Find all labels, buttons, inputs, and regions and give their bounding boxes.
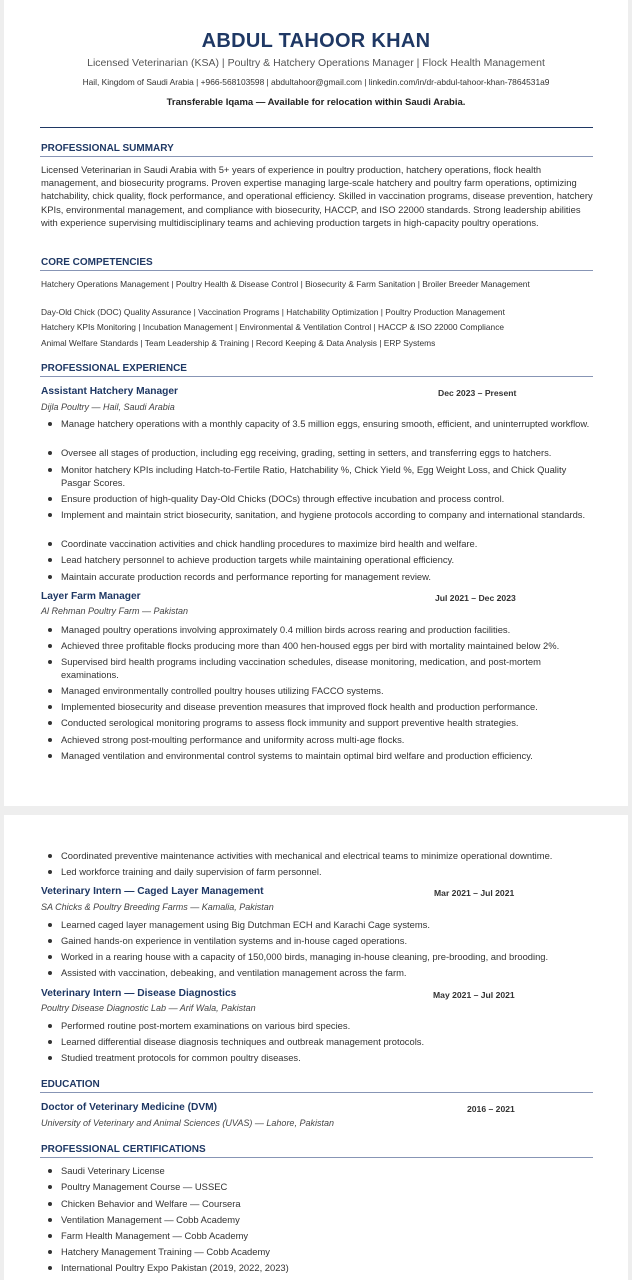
job-bullet: Oversee all stages of production, including egg receiving, grading, setting in setters, and transferring eggs to hatchers.	[61, 447, 552, 458]
bullet-dot	[48, 1202, 52, 1206]
job-dates: May 2021 – Jul 2021	[433, 990, 515, 1000]
job-bullet: Studied treatment protocols for common poultry diseases.	[61, 1052, 301, 1063]
bullet-dot	[48, 451, 52, 455]
job-bullet: Assisted with vaccination, debeaking, and ventilation management across the farm.	[61, 967, 407, 978]
job-bullet: Monitor hatchery KPIs including Hatch-to-Fertile Ratio, Hatchability %, Chick Yield %, Egg Weight Loss, and Chick Quality Pasgar Scores.	[61, 464, 567, 488]
job-bullet: Manage hatchery operations with a monthly capacity of 3.5 million eggs, ensuring smooth, efficient, and uninterrupted workflow.	[61, 418, 590, 429]
professional-subtitle: Licensed Veterinarian (KSA) | Poultry & Hatchery Operations Manager | Flock Health Management	[87, 57, 545, 69]
job-bullet: Implemented biosecurity and disease prevention measures that improved flock health and production performance.	[61, 701, 538, 712]
certification-item: Ventilation Management — Cobb Academy	[61, 1214, 240, 1225]
job-bullet: Achieved three profitable flocks producing more than 400 hen-housed eggs per bird with mortality maintained below 2%.	[61, 640, 560, 651]
job-title: Assistant Hatchery Manager	[41, 386, 179, 397]
certifications-heading: PROFESSIONAL CERTIFICATIONS	[41, 1144, 206, 1155]
experience-heading: PROFESSIONAL EXPERIENCE	[41, 363, 187, 374]
certification-item: International Poultry Expo Pakistan (2019, 2022, 2023)	[61, 1262, 289, 1273]
job-title: Layer Farm Manager	[41, 591, 141, 602]
job-bullet: Ensure production of high-quality Day-Old Chicks (DOCs) through effective incubation and process control.	[61, 493, 505, 504]
competencies-heading: CORE COMPETENCIES	[41, 257, 153, 268]
job-bullet: Learned differential disease diagnosis techniques and outbreak management protocols.	[61, 1036, 425, 1047]
job-dates: Dec 2023 – Present	[438, 388, 517, 398]
header-divider	[40, 127, 593, 128]
job-title: Veterinary Intern — Caged Layer Management	[41, 886, 264, 897]
job-bullet: Supervised bird health programs including vaccination schedules, disease monitoring, medication, and post-mortem examinations.	[61, 656, 541, 680]
bullet-dot	[48, 705, 52, 709]
bullet-dot	[48, 1266, 52, 1270]
contact-line: Hail, Kingdom of Saudi Arabia | +966-568103598 | abdultahoor@gmail.com | linkedin.com/in/dr-abdul-tahoor-khan-7864531a9	[82, 77, 550, 87]
job-organization: Dijla Poultry — Hail, Saudi Arabia	[41, 402, 175, 412]
bullet-dot	[48, 971, 52, 975]
job-bullet: Led workforce training and daily supervision of farm personnel.	[61, 866, 322, 877]
job-bullet: Achieved strong post-moulting performance and uniformity across multi-age flocks.	[61, 734, 405, 745]
summary-rule	[40, 156, 593, 157]
job-bullet: Managed ventilation and environmental control systems to maintain optimal bird welfare and production efficiency.	[61, 750, 533, 761]
bullet-dot	[48, 628, 52, 632]
education-heading: EDUCATION	[41, 1079, 100, 1090]
education-rule	[40, 1092, 593, 1093]
job-bullet: Managed environmentally controlled poultry houses utilizing FACCO systems.	[61, 685, 384, 696]
job-organization: Al Rehman Poultry Farm — Pakistan	[41, 606, 189, 616]
candidate-name: ABDUL TAHOOR KHAN	[201, 30, 431, 52]
job-title: Veterinary Intern — Disease Diagnostics	[41, 988, 237, 999]
bullet-dot	[48, 923, 52, 927]
job-bullet: Coordinate vaccination activities and chick handling procedures to maximize bird health and welfare.	[61, 538, 478, 549]
bullet-dot	[48, 721, 52, 725]
job-bullet: Performed routine post-mortem examinations on various bird species.	[61, 1020, 351, 1031]
job-bullet: Coordinated preventive maintenance activities with mechanical and electrical teams to minimize operational downtime.	[61, 850, 553, 861]
experience-rule	[40, 376, 593, 377]
bullet-dot	[48, 660, 52, 664]
certification-item: Chicken Behavior and Welfare — Coursera	[61, 1198, 241, 1209]
job-bullet: Gained hands-on experience in ventilation systems and in-house caged operations.	[61, 935, 408, 946]
bullet-dot	[48, 939, 52, 943]
education-dates: 2016 – 2021	[467, 1104, 515, 1114]
job-bullet: Lead hatchery personnel to achieve production targets while maintaining operational efficiency.	[61, 554, 455, 565]
resume-page-1	[4, 0, 628, 806]
competencies-rule	[40, 270, 593, 271]
bullet-dot	[48, 955, 52, 959]
certification-item: Hatchery Management Training — Cobb Academy	[61, 1246, 270, 1257]
bullet-dot	[48, 1040, 52, 1044]
bullet-dot	[48, 1024, 52, 1028]
bullet-dot	[48, 1250, 52, 1254]
school-name: University of Veterinary and Animal Sciences (UVAS) — Lahore, Pakistan	[41, 1118, 334, 1128]
certification-item: Poultry Management Course — USSEC	[61, 1181, 228, 1192]
bullet-dot	[48, 558, 52, 562]
summary-text: Licensed Veterinarian in Saudi Arabia with 5+ years of experience in poultry production, hatchery operations, flock health management, and biosecurity programs. Proven expertise managing large-scale hatchery and poultry farm operations, optimizing hatchability, chick quality, flock performance, and operational efficiency. Skilled in vaccination programs, disease prevention, hatchery KPIs, environmental management, and compliance with biosecurity, HACCP, and ISO 22000 standards. Strong leadership abilities with experience supervising multidisciplinary teams and achieving production targets in high-capacity poultry operations.	[41, 164, 593, 228]
bullet-dot	[48, 738, 52, 742]
bullet-dot	[48, 644, 52, 648]
certification-item: Saudi Veterinary License	[61, 1165, 165, 1176]
job-bullet: Worked in a rearing house with a capacity of 150,000 birds, managing in-house cleaning, pre-brooding, and brooding.	[61, 951, 549, 962]
job-bullet: Learned caged layer management using Big Dutchman ECH and Karachi Cage systems.	[61, 919, 430, 930]
iqama-note: Transferable Iqama — Available for relocation within Saudi Arabia.	[166, 97, 466, 108]
bullet-dot	[48, 870, 52, 874]
bullet-dot	[48, 1169, 52, 1173]
bullet-dot	[48, 542, 52, 546]
bullet-dot	[48, 689, 52, 693]
bullet-dot	[48, 422, 52, 426]
degree-title: Doctor of Veterinary Medicine (DVM)	[41, 1102, 218, 1113]
job-organization: Poultry Disease Diagnostic Lab — Arif Wala, Pakistan	[41, 1003, 256, 1013]
job-bullet: Managed poultry operations involving approximately 0.4 million birds across rearing and production facilities.	[61, 624, 511, 635]
bullet-dot	[48, 1185, 52, 1189]
competencies-line: Day-Old Chick (DOC) Quality Assurance | Vaccination Programs | Hatchability Optimization | Poultry Production Management	[41, 307, 505, 317]
resume-page-2	[4, 815, 628, 1280]
job-bullet: Conducted serological monitoring programs to assess flock immunity and support preventive health strategies.	[61, 717, 519, 728]
job-bullet: Maintain accurate production records and performance reporting for management review.	[61, 571, 431, 582]
bullet-dot	[48, 1218, 52, 1222]
bullet-dot	[48, 1056, 52, 1060]
competencies-line: Hatchery Operations Management | Poultry Health & Disease Control | Biosecurity & Farm Sanitation | Broiler Breeder Management	[41, 279, 530, 289]
certification-item: Farm Health Management — Cobb Academy	[61, 1230, 249, 1241]
certifications-rule	[40, 1157, 593, 1158]
job-bullet: Implement and maintain strict biosecurity, sanitation, and hygiene protocols according to company and international standards.	[61, 509, 586, 520]
summary-heading: PROFESSIONAL SUMMARY	[41, 143, 174, 154]
bullet-dot	[48, 468, 52, 472]
bullet-dot	[48, 513, 52, 517]
bullet-dot	[48, 754, 52, 758]
competencies-line: Animal Welfare Standards | Team Leadership & Training | Record Keeping & Data Analysis | ERP Systems	[41, 338, 436, 348]
bullet-dot	[48, 1234, 52, 1238]
job-organization: SA Chicks & Poultry Breeding Farms — Kamalia, Pakistan	[41, 902, 274, 912]
job-dates: Jul 2021 – Dec 2023	[435, 593, 516, 603]
bullet-dot	[48, 854, 52, 858]
competencies-line: Hatchery KPIs Monitoring | Incubation Management | Environmental & Ventilation Control | HACCP & ISO 22000 Compliance	[41, 322, 505, 332]
job-dates: Mar 2021 – Jul 2021	[434, 888, 515, 898]
bullet-dot	[48, 575, 52, 579]
bullet-dot	[48, 497, 52, 501]
